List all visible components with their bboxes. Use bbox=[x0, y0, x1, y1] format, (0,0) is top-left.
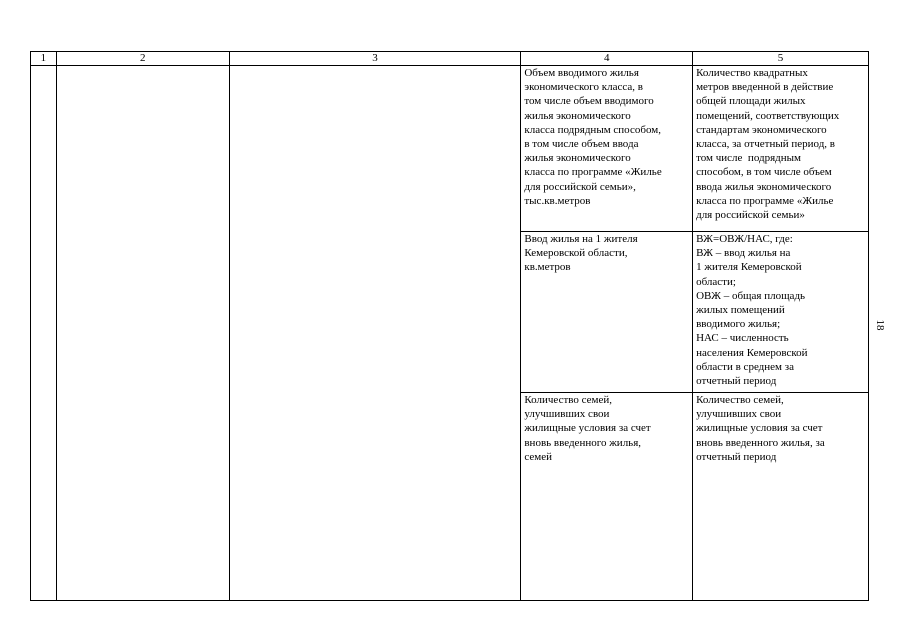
header-cell-5: 5 bbox=[693, 52, 869, 66]
indicators-table bbox=[30, 51, 869, 601]
header-cell-2: 2 bbox=[56, 52, 229, 66]
method-cell: Количество семей, улучшивших свои жилищные условия за счет вновь введенного жилья, за отчетный период bbox=[693, 393, 869, 601]
column-3-cell bbox=[229, 66, 521, 601]
header-row bbox=[31, 52, 869, 66]
indicator-cell: Ввод жилья на 1 жителя Кемеровской области, кв.метров bbox=[521, 232, 693, 393]
method-cell: Количество квадратных метров введенной в действие общей площади жилых помещений, соответствующих стандартам экономического класса, за отчетный период, в том числе подрядным способом, в том числе объем ввода жилья экономического класса по программе «Жилье для российской семьи» bbox=[693, 66, 869, 232]
table-row bbox=[31, 66, 869, 232]
indicator-cell: Объем вводимого жилья экономического класса, в том числе объем вводимого жилья экономического класса подрядным способом, в том числе объем ввода жилья экономического класса по программе «Жилье для российской семьи», тыс.кв.метров bbox=[521, 66, 693, 232]
method-cell: ВЖ=ОВЖ/НАС, где: ВЖ – ввод жилья на 1 жителя Кемеровской области; ОВЖ – общая площадь жилых помещений вводимого жилья; НАС – численность населения Кемеровской области в среднем за отчетный период bbox=[693, 232, 869, 393]
indicator-cell: Количество семей, улучшивших свои жилищные условия за счет вновь введенного жилья, семей bbox=[521, 393, 693, 601]
header-cell-3: 3 bbox=[229, 52, 521, 66]
header-cell-4: 4 bbox=[521, 52, 693, 66]
header-cell-1: 1 bbox=[31, 52, 57, 66]
column-1-cell bbox=[31, 66, 57, 601]
column-2-cell bbox=[56, 66, 229, 601]
page-number: 18 bbox=[874, 319, 886, 331]
